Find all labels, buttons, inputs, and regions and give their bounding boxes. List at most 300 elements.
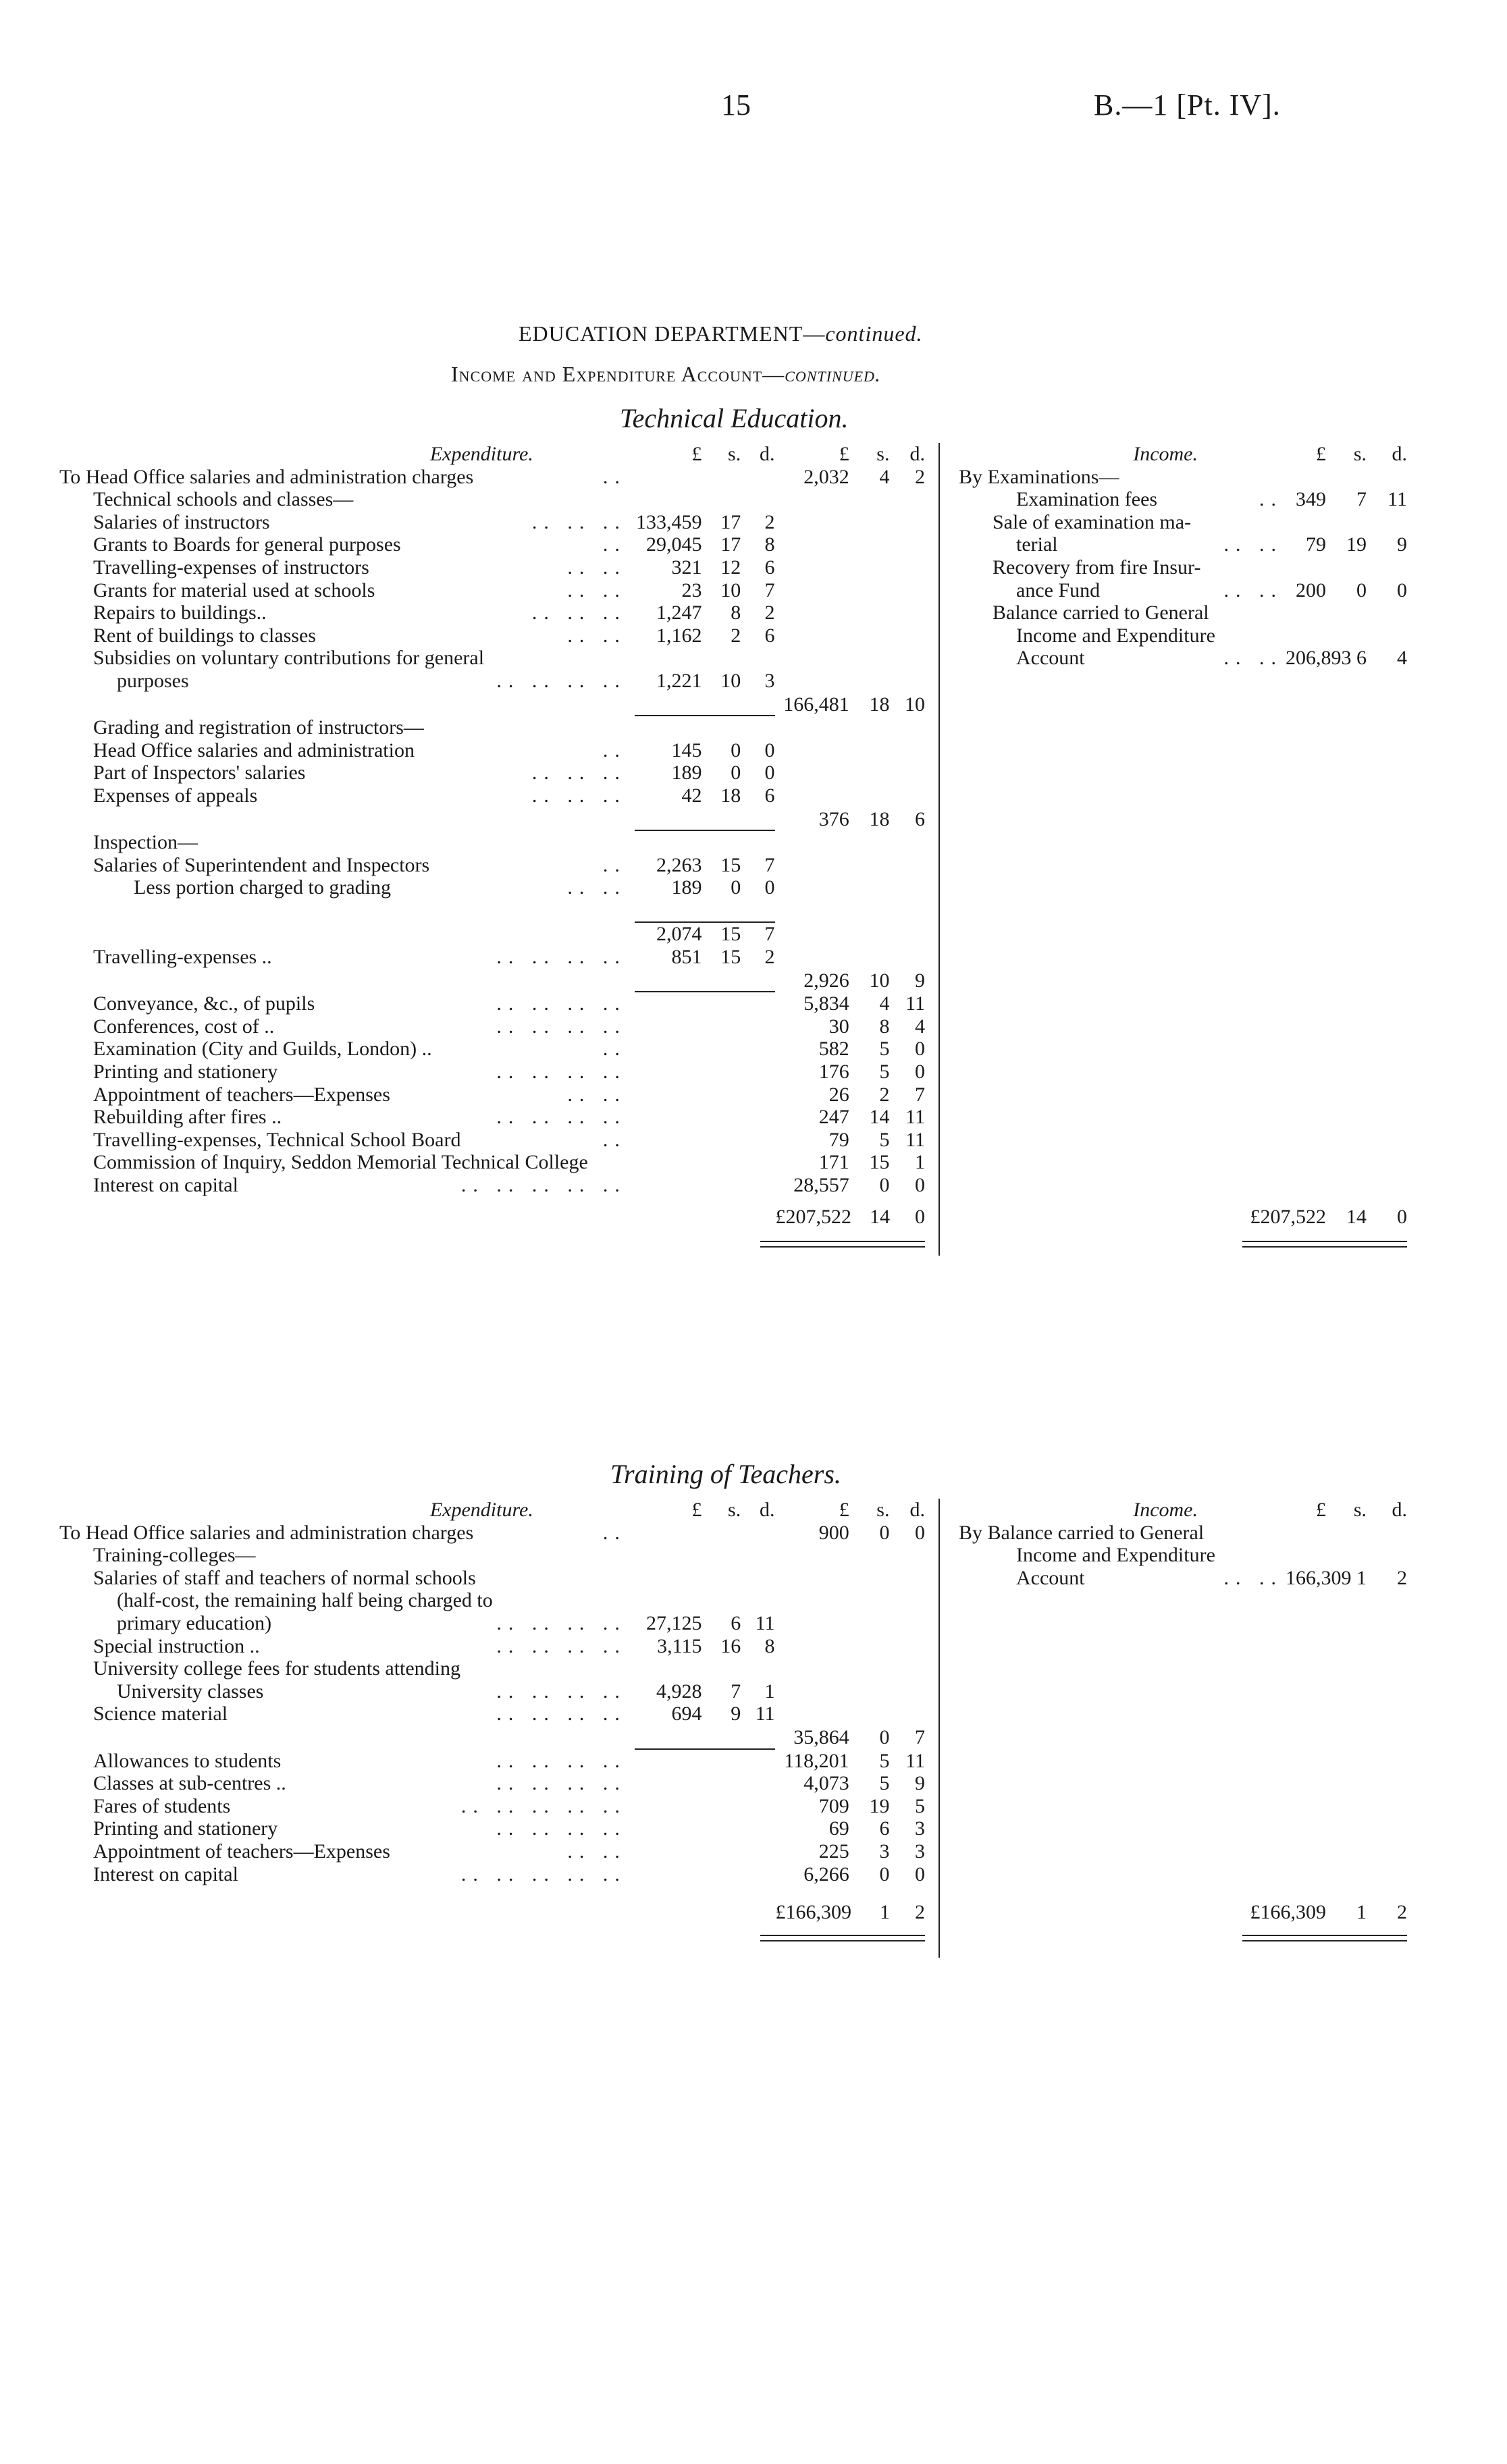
row-label (59, 1863, 635, 1886)
row-label-text: Expenses of appeals (93, 784, 258, 807)
amount-inner: 2 (764, 510, 775, 533)
amount-total (849, 922, 890, 946)
amount-inner: 18 (720, 784, 741, 807)
row-label-text: Income and Expenditure (1016, 624, 1215, 647)
row-label (59, 830, 635, 854)
row-label (59, 1840, 635, 1863)
amount-inner: 8 (764, 533, 775, 556)
amount-total (775, 830, 849, 854)
amount-total (849, 647, 890, 670)
leader-dots: .. .. (567, 579, 627, 601)
ledger-row (59, 1106, 925, 1129)
column-header-row (959, 1499, 1407, 1522)
total-pence: 2 (915, 1901, 925, 1923)
col-header: s. (728, 443, 741, 465)
row-label-text: Science material (93, 1703, 228, 1725)
amount-inner: 7 (764, 579, 775, 601)
ledger-row (59, 670, 925, 693)
col-header: d. (1392, 443, 1407, 465)
amount-total (889, 854, 925, 877)
row-label-text: (half-cost, the remaining half being charged to (117, 1589, 493, 1612)
amount-total: 6 (879, 1817, 890, 1840)
row-label (959, 533, 1286, 556)
ledger-row (59, 1817, 925, 1840)
account-title-text: Income and Expenditure Account— (451, 362, 785, 386)
amount-inner (741, 1567, 774, 1590)
amount-total: 0 (915, 1521, 925, 1544)
technical-column-divider (938, 443, 940, 1256)
row-label-text: To Head Office salaries and administration charges (59, 465, 474, 488)
row-label (59, 488, 635, 511)
amount-total (889, 1635, 925, 1658)
amount-total (889, 1567, 925, 1590)
row-label-text: By Examinations— (959, 465, 1119, 488)
amount-inner (635, 488, 702, 511)
amount-total (775, 854, 849, 877)
ledger-row (59, 716, 925, 739)
amount-inner (702, 1817, 741, 1840)
amount-total (849, 899, 890, 923)
row-label (59, 946, 635, 969)
amount-inner: 321 (671, 556, 702, 579)
amount-total (889, 670, 925, 693)
amount-inner (635, 1772, 702, 1795)
leader-dots: .. .. (567, 876, 627, 899)
row-label-text: Recovery from fire Insur- (993, 556, 1201, 579)
amount-inner (702, 1151, 741, 1174)
amount-inner (702, 1772, 741, 1795)
row-label (959, 1544, 1286, 1567)
amount-total (889, 946, 925, 969)
row-label (959, 511, 1286, 534)
amount-total: 4 (915, 1015, 925, 1038)
amount-inner: 16 (720, 1634, 741, 1657)
column-header-row (59, 443, 925, 466)
ledger-row (59, 784, 925, 807)
amount-inner (741, 899, 774, 923)
col-header: d. (909, 1499, 925, 1521)
amount-total: 69 (828, 1817, 849, 1840)
amount-total: 5 (879, 1128, 890, 1151)
row-label (59, 647, 635, 670)
amount-total: 26 (828, 1083, 849, 1106)
amount (1326, 1544, 1367, 1567)
amount-inner (741, 1015, 774, 1038)
leader-dots: .. (602, 1128, 627, 1151)
ledger-row (59, 1635, 925, 1658)
col-header: £ (691, 1499, 702, 1521)
amount-inner (702, 488, 741, 511)
row-label-text: To Head Office salaries and administration charges (59, 1521, 474, 1544)
amount-total (775, 1657, 849, 1680)
amount-inner: 2,074 (656, 923, 702, 946)
amount-inner (635, 647, 702, 670)
amount-inner (635, 1522, 702, 1545)
amount-inner (635, 1174, 702, 1197)
amount-total: 0 (915, 1863, 925, 1885)
amount-total: 225 (818, 1840, 849, 1863)
amount-total (775, 1680, 849, 1703)
amount-inner (741, 1174, 774, 1197)
account-title-suffix: continued. (785, 362, 881, 386)
ledger-row (59, 807, 925, 831)
col-header: s. (876, 1499, 890, 1521)
row-label-text: Classes at sub-centres .. (93, 1772, 286, 1795)
amount-total: 0 (879, 1521, 890, 1544)
amount-inner (635, 1795, 702, 1818)
amount: 166,309 (1286, 1566, 1352, 1589)
ledger-row (959, 533, 1407, 556)
ledger-row (959, 511, 1407, 534)
row-label (59, 1817, 635, 1840)
total-pounds: £207,522 (1250, 1206, 1326, 1228)
amount-inner (635, 969, 702, 992)
total-pounds: £166,309 (775, 1901, 851, 1923)
leader-dots: .. .. (567, 556, 627, 579)
amount-total (849, 670, 890, 693)
leader-dots: .. .. .. .. .. (460, 1174, 627, 1196)
col-header: s. (1353, 1499, 1367, 1521)
amount-inner (741, 1795, 774, 1818)
amount-total (775, 716, 849, 739)
row-label-text: Training-colleges— (93, 1544, 256, 1567)
amount-total (775, 1567, 849, 1590)
row-label (59, 1795, 635, 1818)
amount-inner: 0 (764, 739, 775, 761)
row-label-text: Repairs to buildings.. (93, 601, 267, 624)
amount-inner (635, 1061, 702, 1083)
amount-inner: 2 (764, 946, 775, 969)
leader-dots: .. (602, 739, 627, 761)
col-header: £ (839, 443, 849, 465)
amount: 4 (1397, 647, 1407, 670)
amount-inner (741, 830, 774, 854)
row-label-text: Printing and stationery (93, 1061, 278, 1083)
amount (1326, 624, 1367, 647)
amount: 349 (1296, 488, 1326, 511)
leader-dots: .. .. (567, 1083, 627, 1106)
row-label-text: Account (1016, 647, 1085, 670)
amount-total (849, 854, 890, 877)
amount-total: 5,834 (803, 992, 849, 1015)
amount: 0 (1356, 579, 1367, 601)
ledger-row (959, 1567, 1407, 1590)
row-label-text: Examination (City and Guilds, London) .. (93, 1038, 432, 1061)
amount-total (889, 899, 925, 923)
amount-inner (741, 1522, 774, 1545)
leader-dots: .. (602, 465, 627, 488)
amount-inner (635, 1840, 702, 1863)
amount-inner: 2 (764, 601, 775, 624)
amount-total: 30 (828, 1015, 849, 1038)
amount-total: 376 (818, 807, 849, 830)
row-label-text: Part of Inspectors' salaries (93, 761, 306, 784)
ledger-row (59, 899, 925, 923)
amount-total (889, 1612, 925, 1635)
amount-inner (702, 1795, 741, 1818)
ledger-row (59, 922, 925, 946)
leader-dots: .. .. (1223, 579, 1283, 601)
row-label (59, 1772, 635, 1795)
amount-total (889, 739, 925, 762)
amount-total: 19 (869, 1794, 890, 1817)
leader-dots: .. .. .. .. (496, 1680, 627, 1703)
amount-inner (741, 716, 774, 739)
row-label (59, 1106, 635, 1129)
amount-total (889, 1657, 925, 1680)
row-label-text: purposes (117, 669, 189, 692)
leader-dots: .. .. .. .. (496, 1061, 627, 1083)
row-label (959, 1522, 1286, 1545)
amount (1367, 511, 1407, 534)
col-header: d. (1392, 1499, 1407, 1521)
amount-inner (635, 807, 702, 831)
amount-total (775, 511, 849, 534)
amount (1286, 1522, 1326, 1545)
ledger-row (59, 969, 925, 992)
amount-inner: 1,221 (656, 669, 702, 692)
row-label (959, 466, 1286, 489)
amount-inner: 7 (731, 1680, 741, 1703)
amount-total (889, 624, 925, 647)
amount-inner (635, 1015, 702, 1038)
amount-total (849, 556, 890, 579)
row-label (59, 1589, 635, 1612)
amount-inner (741, 488, 774, 511)
amount-inner (635, 1749, 702, 1773)
amount-inner (702, 1863, 741, 1886)
col-header: s. (728, 1499, 741, 1521)
amount-inner (635, 1657, 702, 1680)
row-label (59, 899, 635, 923)
row-label-text: Grants for material used at schools (93, 579, 375, 601)
row-label-text: Subsidies on voluntary contributions for general (93, 647, 485, 670)
document-reference: B.—1 [Pt. IV]. (1094, 88, 1281, 122)
amount-total (775, 488, 849, 511)
leader-dots: .. .. .. .. .. (460, 1863, 627, 1885)
ledger-row (59, 488, 925, 511)
amount (1286, 601, 1326, 624)
ledger-row (59, 830, 925, 854)
row-label (59, 1174, 635, 1197)
amount: 2 (1397, 1566, 1407, 1589)
amount-total: 79 (828, 1128, 849, 1151)
total-pence: 0 (1397, 1206, 1407, 1228)
department-title-suffix: continued. (825, 321, 923, 346)
col-header: s. (876, 443, 890, 465)
leader-dots: .. .. (1223, 647, 1283, 670)
amount-total: 1 (915, 1151, 925, 1174)
amount-total (849, 511, 890, 534)
amount: 11 (1387, 488, 1407, 511)
row-label (59, 511, 635, 534)
ledger-row (959, 624, 1407, 647)
leader-dots: .. .. (1223, 1566, 1283, 1589)
row-label (59, 1725, 635, 1749)
amount-inner (635, 466, 702, 489)
amount-inner: 11 (755, 1611, 775, 1634)
ledger-row (59, 1772, 925, 1795)
amount (1367, 624, 1407, 647)
row-label-text: Account (1016, 1566, 1085, 1589)
amount (1367, 1544, 1407, 1567)
amount-total (849, 1635, 890, 1658)
amount-inner (635, 1083, 702, 1106)
account-title (451, 362, 881, 387)
amount-inner (635, 1106, 702, 1129)
total-pence: 2 (1397, 1901, 1407, 1923)
row-label-text: Grading and registration of instructors— (93, 716, 424, 739)
leader-dots: .. (602, 1038, 627, 1061)
ledger-row (59, 739, 925, 762)
ledger-row (959, 488, 1407, 511)
col-header: £ (691, 443, 702, 465)
amount-inner (635, 1725, 702, 1749)
amount-inner: 15 (720, 946, 741, 969)
leader-dots: .. (602, 533, 627, 556)
amount: 206,893 (1286, 647, 1352, 670)
leader-dots: .. .. .. (531, 784, 627, 807)
ledger-row (59, 1589, 925, 1612)
row-label (59, 1544, 635, 1567)
training-expenditure-table (59, 1499, 925, 1885)
amount-inner (702, 693, 741, 716)
amount (1286, 1544, 1326, 1567)
amount-inner: 6 (764, 624, 775, 647)
row-label-text: Conferences, cost of .. (93, 1015, 275, 1038)
ledger-row (59, 1544, 925, 1567)
row-label-text: Rent of buildings to classes (93, 624, 316, 647)
amount-inner: 7 (764, 923, 775, 946)
ledger-row (59, 992, 925, 1015)
row-label (59, 624, 635, 647)
amount-total (775, 1635, 849, 1658)
amount-total: 247 (818, 1106, 849, 1129)
amount-inner (635, 992, 702, 1015)
amount-inner (741, 807, 774, 831)
total-shillings: 1 (1356, 1901, 1367, 1923)
leader-dots: .. (602, 853, 627, 876)
ledger-row (59, 1083, 925, 1106)
amount (1286, 556, 1326, 579)
row-label (59, 466, 635, 489)
amount-inner (702, 1840, 741, 1863)
amount-total: 18 (869, 693, 890, 716)
amount (1367, 556, 1407, 579)
amount-total (849, 946, 890, 969)
amount-total (849, 601, 890, 624)
row-label-text: Allowances to students (93, 1749, 282, 1772)
row-label (59, 1635, 635, 1658)
amount-total (775, 670, 849, 693)
amount-total: 3 (879, 1840, 890, 1863)
amount-total (889, 1680, 925, 1703)
amount-total: 2 (879, 1083, 890, 1106)
ledger-row (59, 946, 925, 969)
ledger-row (59, 1840, 925, 1863)
amount-inner (635, 830, 702, 854)
row-label (59, 761, 635, 784)
amount-inner (635, 899, 702, 923)
row-label-text: By Balance carried to General (959, 1521, 1205, 1544)
amount-inner: 3,115 (657, 1634, 702, 1657)
amount-inner (741, 1129, 774, 1152)
amount-total: 7 (915, 1725, 925, 1748)
row-label (59, 1567, 635, 1590)
leader-dots: .. .. (567, 624, 627, 647)
amount-total: 11 (905, 1128, 925, 1151)
amount-total (889, 761, 925, 784)
amount-total (775, 533, 849, 556)
amount-total: 2 (915, 465, 925, 488)
amount-total (775, 579, 849, 602)
amount-inner (702, 1083, 741, 1106)
amount: 9 (1397, 533, 1407, 556)
row-label (59, 670, 635, 693)
ledger-row (59, 1522, 925, 1545)
amount-inner: 3 (764, 669, 775, 692)
amount-inner: 145 (671, 739, 702, 761)
amount-inner (702, 466, 741, 489)
amount-total (849, 488, 890, 511)
amount-total (775, 556, 849, 579)
col-header: £ (1316, 1499, 1326, 1521)
amount-inner (702, 1129, 741, 1152)
row-label (959, 601, 1286, 624)
row-label (59, 1061, 635, 1083)
amount-total: 709 (818, 1794, 849, 1817)
amount-total (849, 1680, 890, 1703)
amount-total (849, 761, 890, 784)
ledger-row (59, 854, 925, 877)
amount-total: 8 (879, 1015, 890, 1038)
amount-inner (741, 969, 774, 992)
amount-inner (702, 716, 741, 739)
amount-inner: 15 (720, 923, 741, 946)
amount-inner: 0 (731, 761, 741, 784)
total-shillings: 1 (880, 1901, 890, 1923)
training-income-table (959, 1499, 1407, 1589)
amount-total (775, 647, 849, 670)
amount-inner: 1,162 (656, 624, 702, 647)
column-header-row (959, 443, 1407, 466)
ledger-row (59, 1015, 925, 1038)
row-label-text: Commission of Inquiry, Seddon Memorial Technical College (93, 1151, 588, 1174)
row-label (59, 807, 635, 831)
amount-inner (741, 466, 774, 489)
training-column-divider (938, 1499, 940, 1958)
amount-total (849, 533, 890, 556)
leader-dots: .. .. .. (531, 510, 627, 533)
row-label-text: University college fees for students attending (93, 1657, 461, 1680)
amount-inner: 8 (731, 601, 741, 624)
amount-total (889, 1703, 925, 1725)
col-header: s. (1353, 443, 1367, 465)
leader-dots: .. .. .. (531, 761, 627, 784)
amount-inner: 8 (764, 1634, 775, 1657)
amount-total (889, 533, 925, 556)
ledger-row (59, 1725, 925, 1749)
amount-total (849, 1612, 890, 1635)
row-label (59, 693, 635, 716)
ledger-row (59, 1174, 925, 1197)
amount-total: 6 (915, 807, 925, 830)
amount-inner: 0 (764, 761, 775, 784)
amount-total (775, 601, 849, 624)
row-label (59, 556, 635, 579)
total-shillings: 14 (870, 1206, 890, 1228)
technical-expenditure-table (59, 443, 925, 1197)
